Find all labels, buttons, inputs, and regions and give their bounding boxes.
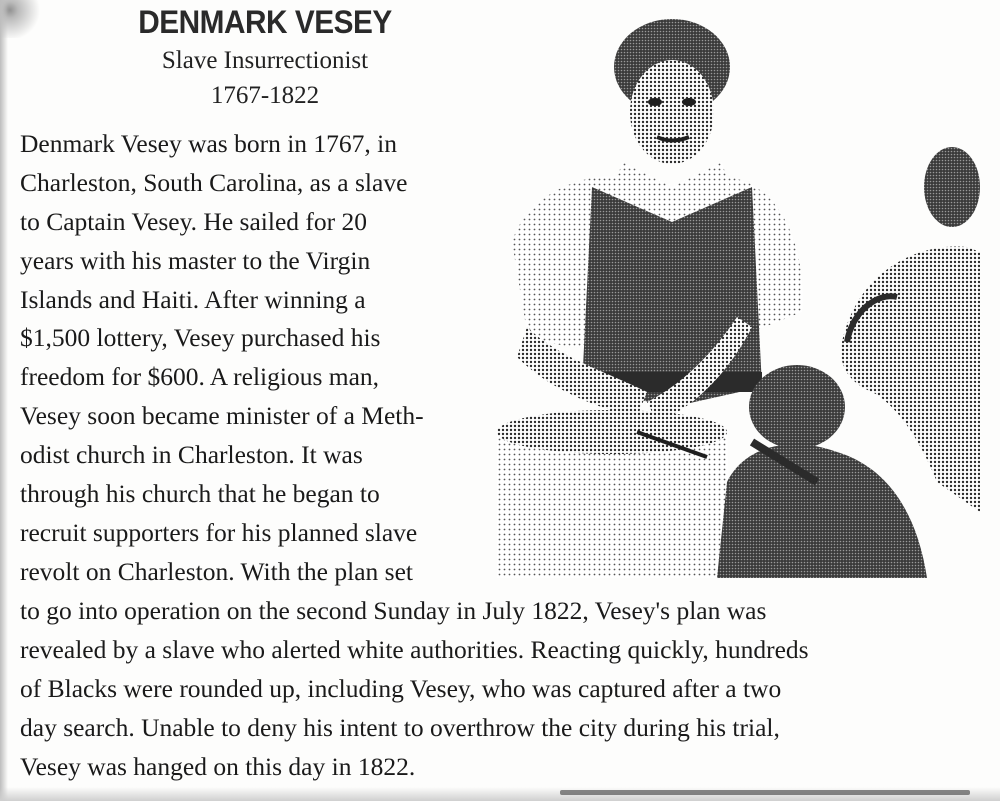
text-line: freedom for $600. A religious man,: [20, 362, 380, 392]
text-line: of Blacks were rounded up, including Vesey, who was captured after a two: [20, 673, 782, 703]
vesey-figure: [512, 19, 803, 422]
text-line: Vesey was hanged on this day in 1822.: [20, 751, 416, 781]
text-line: Charleston, South Carolina, as a slave: [20, 167, 408, 197]
table: [497, 410, 732, 578]
text-line: to Captain Vesey. He sailed for 20: [20, 206, 368, 236]
article-subtitle: Slave Insurrectionist: [161, 47, 369, 74]
text-line: years with his master to the Virgin: [20, 245, 371, 275]
portrait-engraving: [497, 12, 980, 578]
text-line: revealed by a slave who alerted white authorities. Reacting quickly, hundreds: [20, 634, 809, 664]
article-headline: DENMARK VESEY: [138, 4, 392, 40]
article-dates: 1767-1822: [210, 82, 320, 109]
text-line: Islands and Haiti. After winning a: [20, 284, 366, 314]
article-column-text: [20, 125, 496, 592]
text-line: Vesey soon became minister of a Meth-: [20, 401, 424, 431]
text-line: through his church that he began to: [20, 479, 380, 509]
right-figure: [841, 147, 980, 512]
text-line: $1,500 lottery, Vesey purchased his: [20, 323, 381, 353]
text-line: day search. Unable to deny his intent to overthrow the city during his trial,: [20, 712, 780, 742]
bottom-rule: [560, 790, 970, 795]
text-line: Denmark Vesey was born in 1767, in: [20, 129, 398, 158]
text-line: odist church in Charleston. It was: [20, 440, 363, 470]
article-full-width-text: [20, 592, 965, 786]
text-line: recruit supporters for his planned slave: [20, 517, 418, 547]
text-line: to go into operation on the second Sunday in July 1822, Vesey's plan was: [20, 596, 767, 625]
text-line: revolt on Charleston. With the plan set: [20, 556, 413, 586]
scan-edge-shadow: [0, 0, 8, 801]
